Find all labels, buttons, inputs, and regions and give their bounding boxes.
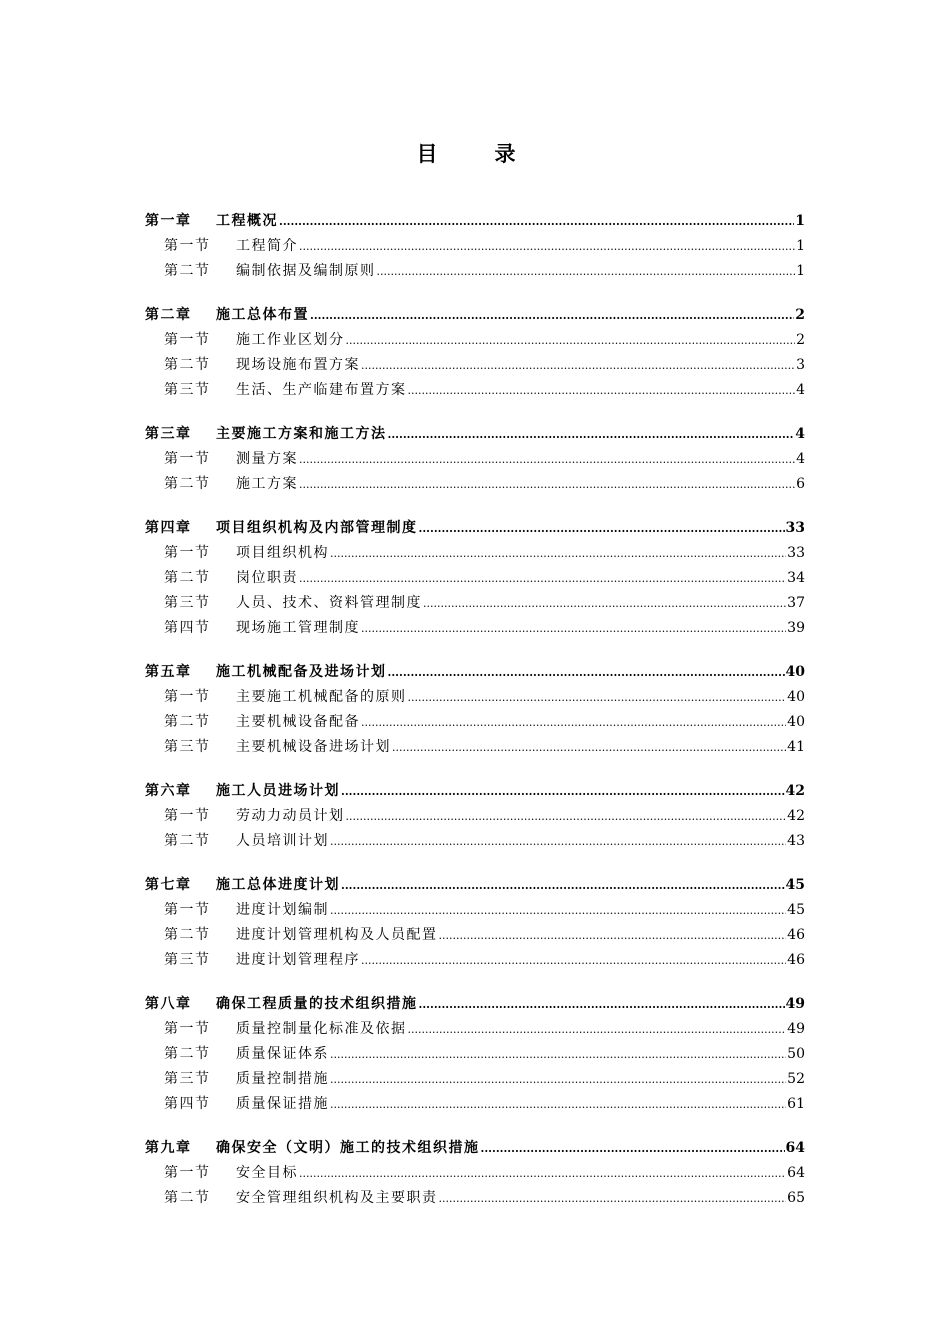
- section-number: 第三节: [164, 739, 211, 755]
- page-number: 49: [785, 996, 805, 1012]
- section-number: 第一节: [164, 902, 211, 918]
- dot-leader: [299, 451, 795, 467]
- page-number: 2: [795, 307, 805, 323]
- page-number: 45: [785, 877, 805, 893]
- section-number: 第二节: [164, 570, 211, 586]
- section-number: 第四节: [164, 1096, 211, 1112]
- section-number: 第一节: [164, 332, 211, 348]
- section-title: 人员、技术、资料管理制度: [236, 595, 422, 611]
- dot-leader: [408, 689, 787, 705]
- toc-section-entry[interactable]: [145, 805, 805, 830]
- toc-section-entry[interactable]: [145, 617, 805, 642]
- dot-leader: [361, 714, 786, 730]
- page-number: 2: [796, 332, 805, 348]
- toc-section-entry[interactable]: [145, 260, 805, 285]
- chapter-number: 第四章: [145, 520, 192, 536]
- chapter-number: 第一章: [145, 213, 192, 229]
- toc-section-entry[interactable]: [145, 567, 805, 592]
- dot-leader: [439, 927, 787, 943]
- toc-section-entry[interactable]: [145, 924, 805, 949]
- dot-leader: [388, 664, 785, 680]
- page-number: 33: [787, 545, 805, 561]
- chapter-title: 确保安全（文明）施工的技术组织措施: [216, 1140, 480, 1156]
- dot-leader: [377, 263, 796, 279]
- page-number: 33: [785, 520, 805, 536]
- dot-leader: [330, 902, 786, 918]
- chapter-number: 第九章: [145, 1140, 192, 1156]
- toc-section-entry[interactable]: [145, 592, 805, 617]
- page-number: 4: [796, 382, 805, 398]
- toc-section-entry[interactable]: [145, 448, 805, 473]
- toc-section-entry[interactable]: [145, 1043, 805, 1068]
- toc-section-entry[interactable]: [145, 1093, 805, 1118]
- page-number: 64: [787, 1165, 805, 1181]
- toc-section-entry[interactable]: [145, 329, 805, 354]
- section-title: 岗位职责: [236, 570, 298, 586]
- section-title: 工程简介: [236, 238, 298, 254]
- page-number: 40: [787, 689, 805, 705]
- section-title: 人员培训计划: [236, 833, 329, 849]
- page-number: 1: [795, 213, 805, 229]
- page-number: 64: [785, 1140, 805, 1156]
- chapter-title: 工程概况: [216, 213, 278, 229]
- dot-leader: [299, 1165, 786, 1181]
- section-number: 第一节: [164, 238, 211, 254]
- toc-section-entry[interactable]: [145, 830, 805, 855]
- page-number: 65: [787, 1190, 805, 1206]
- chapter-title: 施工总体进度计划: [216, 877, 340, 893]
- toc-chapter-entry[interactable]: [145, 874, 805, 899]
- toc-chapter-entry[interactable]: [145, 661, 805, 686]
- dot-leader: [408, 1021, 787, 1037]
- toc-section-entry[interactable]: [145, 354, 805, 379]
- chapter-number: 第六章: [145, 783, 192, 799]
- toc-chapter-entry[interactable]: [145, 993, 805, 1018]
- section-number: 第二节: [164, 476, 211, 492]
- dot-leader: [361, 357, 795, 373]
- section-number: 第一节: [164, 689, 211, 705]
- section-number: 第二节: [164, 1046, 211, 1062]
- section-number: 第二节: [164, 927, 211, 943]
- section-title: 现场施工管理制度: [236, 620, 360, 636]
- section-number: 第一节: [164, 1021, 211, 1037]
- dot-leader: [330, 1071, 786, 1087]
- dot-leader: [330, 1096, 786, 1112]
- toc-section-entry[interactable]: [145, 1068, 805, 1093]
- dot-leader: [439, 1190, 787, 1206]
- page-number: 3: [796, 357, 805, 373]
- section-number: 第二节: [164, 357, 211, 373]
- toc-chapter-entry[interactable]: [145, 1137, 805, 1162]
- section-number: 第三节: [164, 1071, 211, 1087]
- dot-leader: [346, 332, 796, 348]
- page-number: 50: [787, 1046, 805, 1062]
- page-number: 46: [787, 927, 805, 943]
- toc-chapter-entry[interactable]: [145, 517, 805, 542]
- dot-leader: [299, 238, 795, 254]
- page-number: 45: [787, 902, 805, 918]
- chapter-number: 第五章: [145, 664, 192, 680]
- chapter-title: 项目组织机构及内部管理制度: [216, 520, 418, 536]
- toc-section-entry[interactable]: [145, 711, 805, 736]
- toc-section-entry[interactable]: [145, 736, 805, 761]
- section-number: 第一节: [164, 808, 211, 824]
- page-number: 42: [787, 808, 805, 824]
- toc-chapter-entry[interactable]: [145, 210, 805, 235]
- toc-section-entry[interactable]: [145, 379, 805, 404]
- section-title: 质量控制措施: [236, 1071, 329, 1087]
- toc-section-entry[interactable]: [145, 1187, 805, 1212]
- section-number: 第一节: [164, 451, 211, 467]
- dot-leader: [388, 426, 795, 442]
- toc-chapter-entry[interactable]: [145, 780, 805, 805]
- section-title: 生活、生产临建布置方案: [236, 382, 407, 398]
- section-number: 第三节: [164, 952, 211, 968]
- dot-leader: [341, 877, 785, 893]
- section-number: 第二节: [164, 833, 211, 849]
- page-number: 49: [787, 1021, 805, 1037]
- dot-leader: [392, 739, 786, 755]
- section-title: 主要机械设备进场计划: [236, 739, 391, 755]
- dot-leader: [330, 833, 786, 849]
- dot-leader: [299, 570, 786, 586]
- page-number: 42: [785, 783, 805, 799]
- page-number: 6: [796, 476, 805, 492]
- dot-leader: [330, 545, 786, 561]
- section-title: 进度计划编制: [236, 902, 329, 918]
- section-title: 施工方案: [236, 476, 298, 492]
- section-title: 编制依据及编制原则: [236, 263, 376, 279]
- section-title: 现场设施布置方案: [236, 357, 360, 373]
- section-title: 安全目标: [236, 1165, 298, 1181]
- section-number: 第一节: [164, 545, 211, 561]
- dot-leader: [419, 996, 785, 1012]
- section-number: 第四节: [164, 620, 211, 636]
- dot-leader: [423, 595, 786, 611]
- section-title: 主要施工机械配备的原则: [236, 689, 407, 705]
- chapter-title: 确保工程质量的技术组织措施: [216, 996, 418, 1012]
- toc-section-entry[interactable]: [145, 686, 805, 711]
- page-number: 39: [787, 620, 805, 636]
- dot-leader: [481, 1140, 785, 1156]
- section-title: 质量保证措施: [236, 1096, 329, 1112]
- chapter-number: 第八章: [145, 996, 192, 1012]
- page-number: 4: [795, 426, 805, 442]
- toc-section-entry[interactable]: [145, 1018, 805, 1043]
- page-number: 46: [787, 952, 805, 968]
- chapter-title: 施工机械配备及进场计划: [216, 664, 387, 680]
- dot-leader: [408, 382, 796, 398]
- section-title: 安全管理组织机构及主要职责: [236, 1190, 438, 1206]
- dot-leader: [346, 808, 787, 824]
- section-number: 第二节: [164, 1190, 211, 1206]
- dot-leader: [330, 1046, 786, 1062]
- section-title: 质量控制量化标准及依据: [236, 1021, 407, 1037]
- page-number: 37: [787, 595, 805, 611]
- table-of-contents: [145, 210, 805, 1212]
- page-title: 目 录: [416, 141, 534, 166]
- toc-section-entry[interactable]: [145, 1162, 805, 1187]
- chapter-title: 主要施工方案和施工方法: [216, 426, 387, 442]
- toc-chapter-entry[interactable]: [145, 423, 805, 448]
- page-number: 34: [787, 570, 805, 586]
- section-title: 测量方案: [236, 451, 298, 467]
- chapter-number: 第二章: [145, 307, 192, 323]
- section-title: 劳动力动员计划: [236, 808, 345, 824]
- section-number: 第二节: [164, 714, 211, 730]
- page-number: 1: [796, 263, 805, 279]
- page-number: 41: [787, 739, 805, 755]
- dot-leader: [310, 307, 794, 323]
- toc-section-entry[interactable]: [145, 949, 805, 974]
- chapter-number: 第三章: [145, 426, 192, 442]
- page-number: 4: [796, 451, 805, 467]
- section-title: 主要机械设备配备: [236, 714, 360, 730]
- section-title: 施工作业区划分: [236, 332, 345, 348]
- dot-leader: [299, 476, 795, 492]
- section-number: 第三节: [164, 595, 211, 611]
- page-number: 52: [787, 1071, 805, 1087]
- dot-leader: [279, 213, 794, 229]
- section-number: 第三节: [164, 382, 211, 398]
- toc-section-entry[interactable]: [145, 473, 805, 498]
- toc-section-entry[interactable]: [145, 235, 805, 260]
- section-title: 质量保证体系: [236, 1046, 329, 1062]
- chapter-title: 施工人员进场计划: [216, 783, 340, 799]
- page-number: 40: [785, 664, 805, 680]
- chapter-number: 第七章: [145, 877, 192, 893]
- section-title: 进度计划管理机构及人员配置: [236, 927, 438, 943]
- page-number: 61: [787, 1096, 805, 1112]
- dot-leader: [419, 520, 785, 536]
- section-number: 第一节: [164, 1165, 211, 1181]
- chapter-title: 施工总体布置: [216, 307, 309, 323]
- section-title: 进度计划管理程序: [236, 952, 360, 968]
- toc-section-entry[interactable]: [145, 542, 805, 567]
- page-number: 1: [796, 238, 805, 254]
- page-number: 40: [787, 714, 805, 730]
- section-number: 第二节: [164, 263, 211, 279]
- toc-section-entry[interactable]: [145, 899, 805, 924]
- page-number: 43: [787, 833, 805, 849]
- dot-leader: [341, 783, 785, 799]
- dot-leader: [361, 620, 786, 636]
- dot-leader: [361, 952, 786, 968]
- section-title: 项目组织机构: [236, 545, 329, 561]
- toc-chapter-entry[interactable]: [145, 304, 805, 329]
